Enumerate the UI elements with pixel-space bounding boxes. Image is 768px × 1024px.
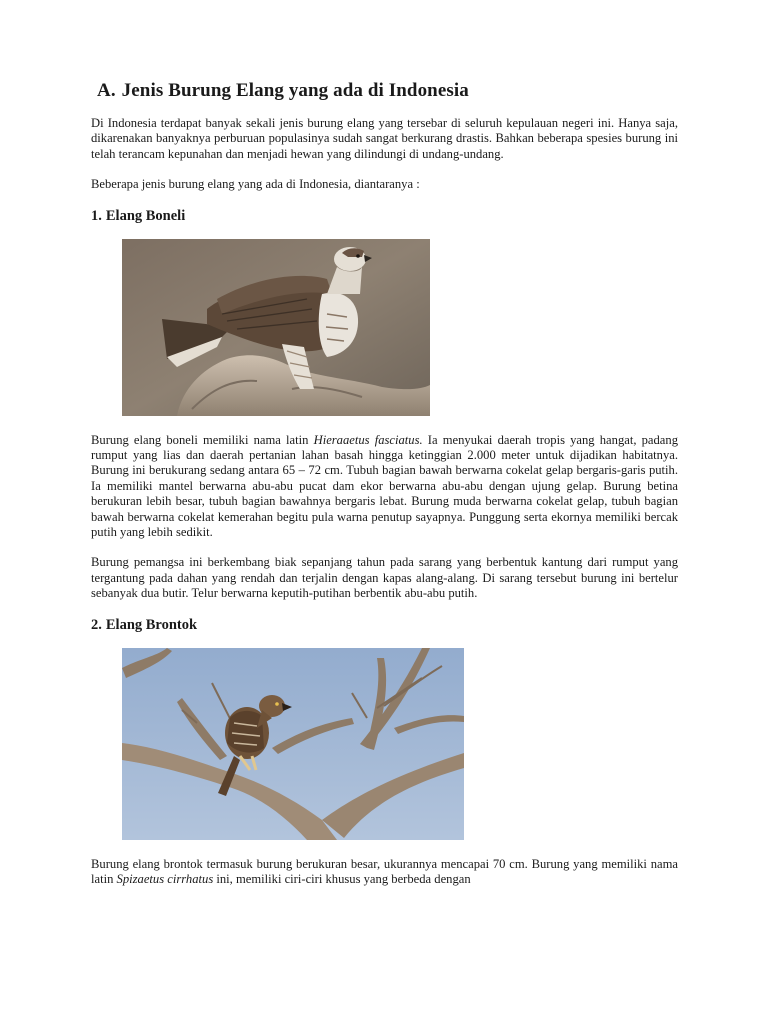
section-heading-elang-brontok <box>91 617 678 634</box>
elang-boneli-paragraph-1 <box>91 433 678 541</box>
elang-brontok-photo <box>122 648 678 840</box>
latin-name: Spizaetus cirrhatus <box>116 872 214 887</box>
elang-brontok-paragraph-1 <box>91 857 678 888</box>
heading-number: A. <box>97 80 116 101</box>
section-number: 1. <box>91 207 102 224</box>
paragraph-text: ini, memiliki ciri-ciri khusus yang berbeda dengan <box>213 872 471 887</box>
heading-title: Jenis Burung Elang yang ada di Indonesia <box>121 80 469 101</box>
section-heading-elang-boneli <box>91 208 678 225</box>
list-intro-paragraph: Beberapa jenis burung elang yang ada di Indonesia, diantaranya : <box>91 177 420 192</box>
section-number: 2. <box>91 616 102 633</box>
document-body <box>91 80 678 888</box>
section-title: Elang Boneli <box>105 207 186 224</box>
elang-boneli-paragraph-2: Burung pemangsa ini berkembang biak sepanjang tahun pada sarang yang berbentuk kantung dari rumput yang tergantung pada dahan yang rendah dan terjalin dengan kapas alang-alang. Di sarang tersebut burung ini bertelur sebanyak dua butir. Telur berwarna keputih-putihan berbentik abu-abu putih. <box>91 555 678 601</box>
latin-name: Hieraaetus fasciatus. <box>313 432 423 447</box>
elang-boneli-photo <box>122 239 678 416</box>
paragraph-text: Burung elang brontok termasuk burung berukuran besar, ukurannya mencapai 70 cm. Burung yang memiliki nama latin <box>91 856 678 887</box>
main-heading <box>97 80 678 102</box>
intro-paragraph: Di Indonesia terdapat banyak sekali jenis burung elang yang tersebar di seluruh kepulauan negeri ini. Hanya saja, dikarenakan banyaknya perburuan populasinya sudah sangat berkurang drastis. Bahkan beberapa spesies burung ini telah terancam kepunahan dan menjadi hewan yang dilindungi di undang-undang. <box>91 116 678 161</box>
section-title: Elang Brontok <box>105 616 198 633</box>
paragraph-text: Ia menyukai daerah tropis yang hangat, padang rumput yang lias dan daerah pertanian lahan basah hingga ketinggian 2.000 meter untuk dijadikan habitatnya. Burung ini berukurang sedang antara 65 – 72 cm. Tubuh bagian bawah berwarna cokelat gelap bergaris-garis putih. Ia memiliki mantel berwarna abu-abu pucat dam ekor berwarna abu-abu dengan ujung gelap. Burung betina berukuran lebih besar, tubuh bagian bawahnya bergaris lebat. Burung muda berwarna cokelat gelap, tubuh bagian bawah berwarna cokelat kemerahan begitu pula warna penutup sayapnya. Punggung serta ekornya memiliki bercak putih yang lebih sedikit. <box>91 432 678 540</box>
paragraph-text: Burung elang boneli memiliki nama latin <box>91 432 314 447</box>
